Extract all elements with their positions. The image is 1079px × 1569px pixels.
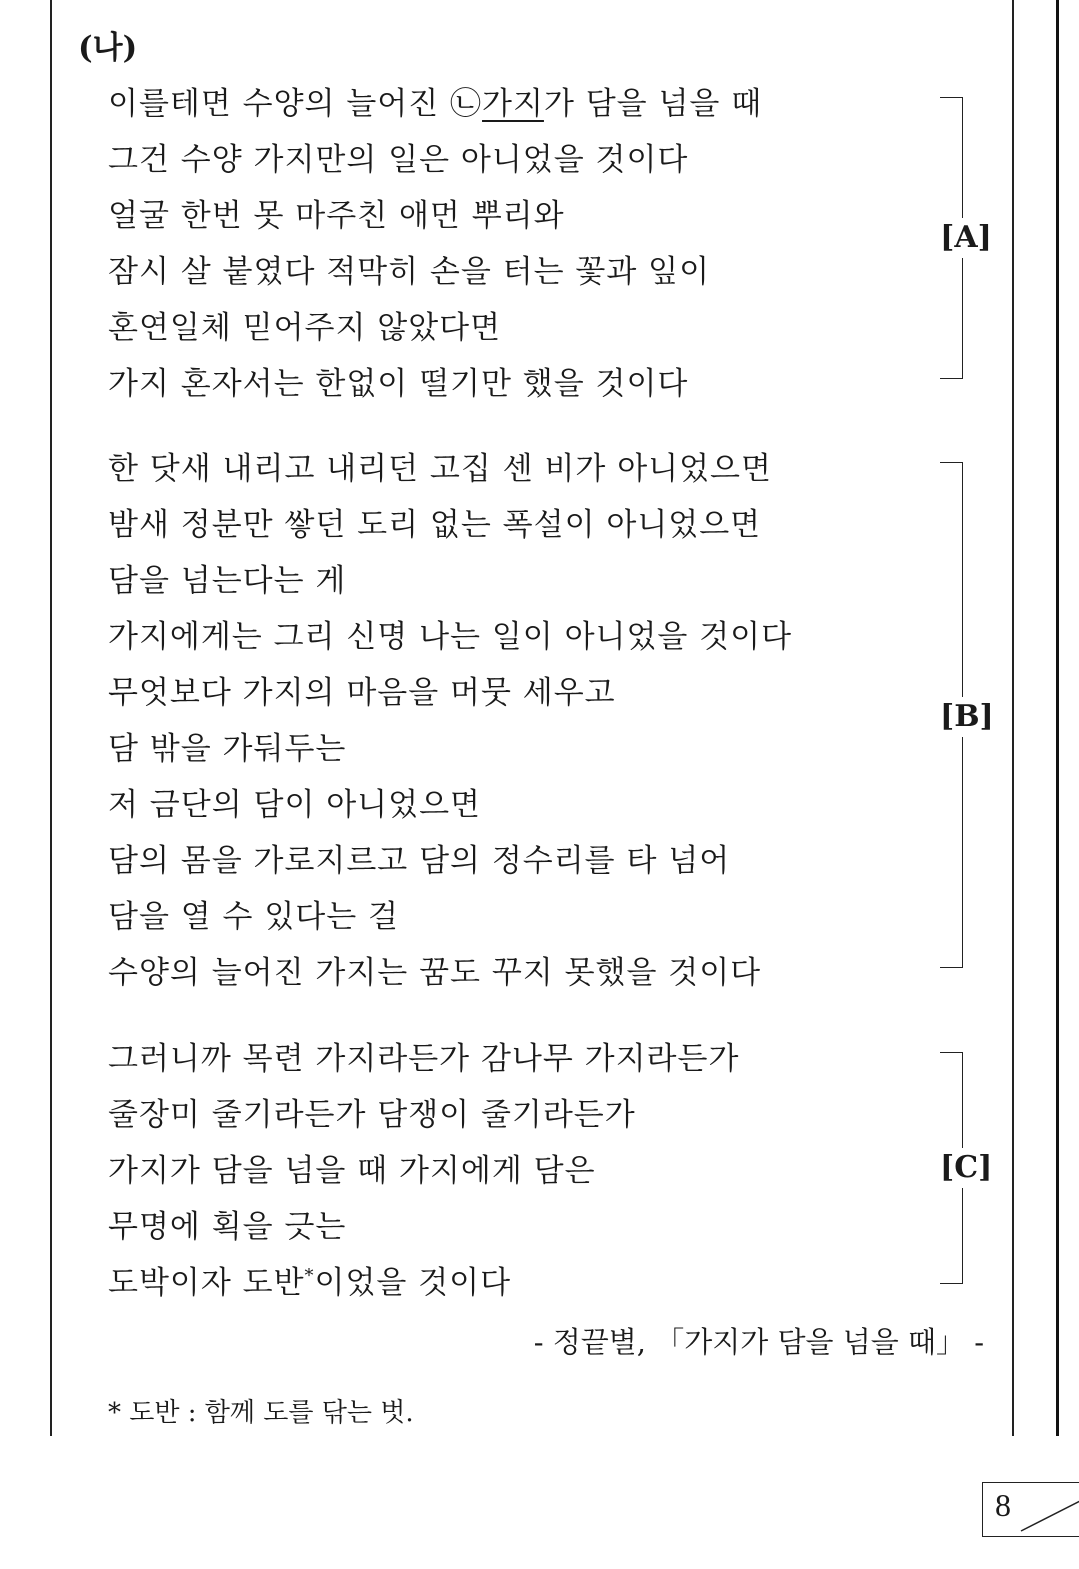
poem-line-b10: 수양의 늘어진 가지는 꿈도 꾸지 못했을 것이다: [108, 955, 762, 991]
poem-line-c4: 무명에 획을 긋는: [108, 1209, 347, 1245]
poem-line-b8: 담의 몸을 가로지르고 담의 정수리를 타 넘어: [108, 843, 731, 879]
page-number: 8: [995, 1487, 1011, 1523]
poem-line-b4: 가지에게는 그리 신명 나는 일이 아니었을 것이다: [108, 619, 793, 655]
bracket-label-a: [A]: [940, 218, 992, 258]
underlined-word: 가지: [482, 86, 544, 122]
poem-line-a5: 혼연일체 믿어주지 않았다면: [108, 310, 502, 346]
poem-line-c5: 도박이자 도반*이었을 것이다: [108, 1265, 512, 1301]
poem-line-a1: 이를테면 수양의 늘어진 ㉡가지가 담을 넘을 때: [108, 86, 763, 122]
poem-line-b9: 담을 열 수 있다는 걸: [108, 899, 399, 935]
left-margin-rule: [50, 0, 52, 1436]
page-number-box: [982, 1482, 1079, 1537]
page-slash-icon: [983, 1483, 1079, 1538]
poem-line-a2: 그건 수양 가지만의 일은 아니었을 것이다: [108, 142, 689, 178]
page-edge-rule: [1056, 0, 1059, 1436]
poem-line-b7: 저 금단의 담이 아니었으면: [108, 787, 481, 823]
bracket-label-c: [C]: [940, 1148, 992, 1188]
poem-line-a6: 가지 혼자서는 한없이 떨기만 했을 것이다: [108, 366, 689, 402]
poem-line-b5: 무엇보다 가지의 마음을 머뭇 세우고: [108, 675, 616, 711]
poem-line-b3: 담을 넘는다는 게: [108, 563, 347, 599]
poem-line-b2: 밤새 정분만 쌓던 도리 없는 폭설이 아니었으면: [108, 507, 762, 543]
poem-line-c3: 가지가 담을 넘을 때 가지에게 담은: [108, 1153, 596, 1189]
poem-line-a3: 얼굴 한번 못 마주친 애먼 뿌리와: [108, 198, 565, 234]
circled-mark: ㉡: [450, 86, 483, 122]
footnote-marker: *: [304, 1265, 315, 1287]
poem-line-b6: 담 밖을 가둬두는: [108, 731, 347, 767]
section-label: (나): [78, 30, 138, 66]
footnote: * 도반 : 함께 도를 닦는 벗.: [108, 1398, 414, 1428]
poem-line-b1: 한 닷새 내리고 내리던 고집 센 비가 아니었으면: [108, 451, 772, 487]
right-margin-rule: [1012, 0, 1014, 1436]
poem-line-c1: 그러니까 목련 가지라든가 감나무 가지라든가: [108, 1041, 740, 1077]
attribution: - 정끝별, 「가지가 담을 넘을 때」 -: [533, 1325, 984, 1359]
poem-line-a4: 잠시 살 붙였다 적막히 손을 터는 꽃과 잎이: [108, 254, 711, 290]
poem-line-c2: 줄장미 줄기라든가 담쟁이 줄기라든가: [108, 1097, 636, 1133]
bracket-label-b: [B]: [940, 697, 992, 737]
